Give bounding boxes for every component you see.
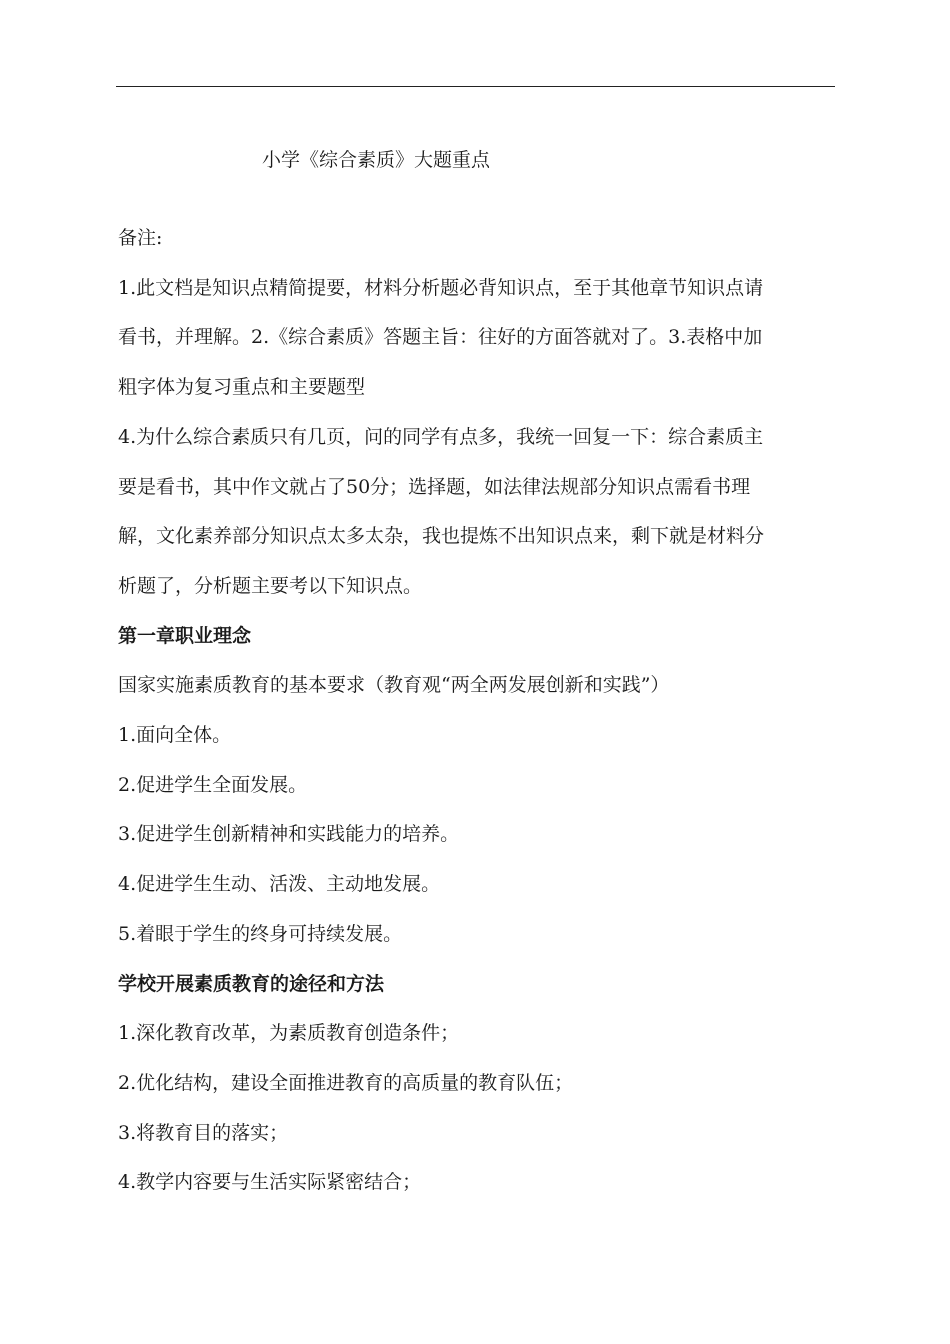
document-body	[118, 214, 828, 1208]
paragraph-line: 国家实施素质教育的基本要求（教育观“两全两发展创新和实践”）	[118, 674, 670, 697]
paragraph-line: 粗字体为复习重点和主要题型	[118, 376, 366, 399]
paragraph-line: 解，文化素养部分知识点太多太杂，我也提炼不出知识点来，剩下就是材料分	[118, 525, 765, 548]
list-item: 2.优化结构，建设全面推进教育的高质量的教育队伍；	[118, 1071, 574, 1094]
paragraph-line: 要是看书，其中作文就占了50分；选择题，如法律法规部分知识点需看书理	[118, 475, 751, 498]
list-item: 4.促进学生生动、活泼、主动地发展。	[118, 873, 441, 896]
list-item: 3.将教育目的落实；	[118, 1121, 289, 1144]
list-item: 5.着眼于学生的终身可持续发展。	[118, 922, 403, 945]
paragraph-line: 析题了，分析题主要考以下知识点。	[118, 574, 423, 597]
document-title: 小学《综合素质》大题重点	[262, 149, 491, 171]
paragraph-line: 4.为什么综合素质只有几页，问的同学有点多，我统一回复一下：综合素质主	[118, 425, 764, 448]
list-item: 1.深化教育改革，为素质教育创造条件；	[118, 1022, 460, 1045]
list-item: 2.促进学生全面发展。	[118, 773, 308, 796]
note-label: 备注:	[118, 227, 163, 249]
section-heading: 学校开展素质教育的途径和方法	[118, 972, 385, 995]
list-item: 3.促进学生创新精神和实践能力的培养。	[118, 823, 460, 846]
section-heading: 第一章职业理念	[118, 624, 252, 647]
paragraph-line: 1.此文档是知识点精简提要，材料分析题必背知识点，至于其他章节知识点请	[118, 276, 764, 299]
header-rule	[116, 86, 835, 87]
list-item: 1.面向全体。	[118, 724, 232, 747]
list-item: 4.教学内容要与生活实际紧密结合；	[118, 1171, 422, 1194]
paragraph-line: 看书，并理解。2.《综合素质》答题主旨：往好的方面答就对了。3.表格中加	[118, 326, 763, 349]
